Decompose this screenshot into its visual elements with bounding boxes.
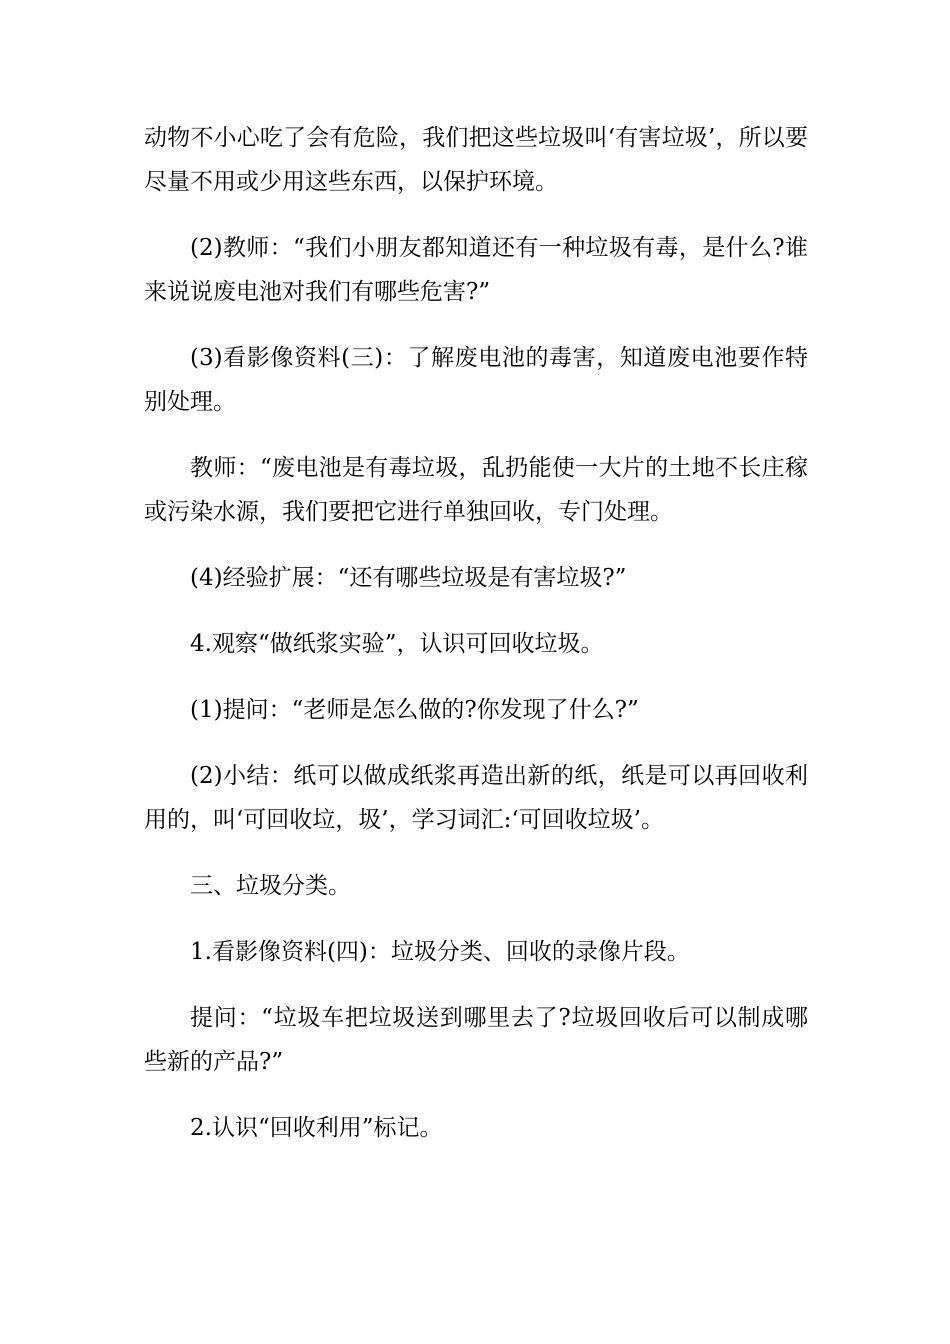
paragraph-12: 2.认识“回收利用”标记。 [190,1115,443,1141]
paragraph-8: (2)小结：纸可以做成纸浆再造出新的纸，纸是可以再回收利用的，叫‘可回收垃，圾’，学习词汇:‘可回收垃圾’。 [144,763,808,833]
paragraph-4: 教师：“废电池是有毒垃圾，乱扔能使一大片的土地不长庄稼或污染水源，我们要把它进行单独回收，专门处理。 [144,455,808,525]
paragraph-6: 4.观察“做纸浆实验”，认识可回收垃圾。 [190,631,604,657]
paragraph-7: (1)提问：“老师是怎么做的?你发现了什么?” [190,697,639,723]
paragraph-5: (4)经验扩展：“还有哪些垃圾是有害垃圾?” [190,565,627,591]
paragraph-10: 1.看影像资料(四)：垃圾分类、回收的录像片段。 [190,939,690,965]
paragraph-2: (2)教师：“我们小朋友都知道还有一种垃圾有毒，是什么?谁来说说废电池对我们有哪些危害?” [144,235,808,305]
paragraph-3: (3)看影像资料(三)：了解废电池的毒害，知道废电池要作特别处理。 [144,345,808,415]
paragraph-1: 动物不小心吃了会有危险，我们把这些垃圾叫‘有害垃圾’，所以要尽量不用或少用这些东西，以保护环境。 [144,125,808,195]
document-body [144,116,808,1172]
paragraph-11: 提问：“垃圾车把垃圾送到哪里去了?垃圾回收后可以制成哪些新的产品?” [144,1005,808,1075]
section-heading: 三、垃圾分类。 [190,873,351,899]
